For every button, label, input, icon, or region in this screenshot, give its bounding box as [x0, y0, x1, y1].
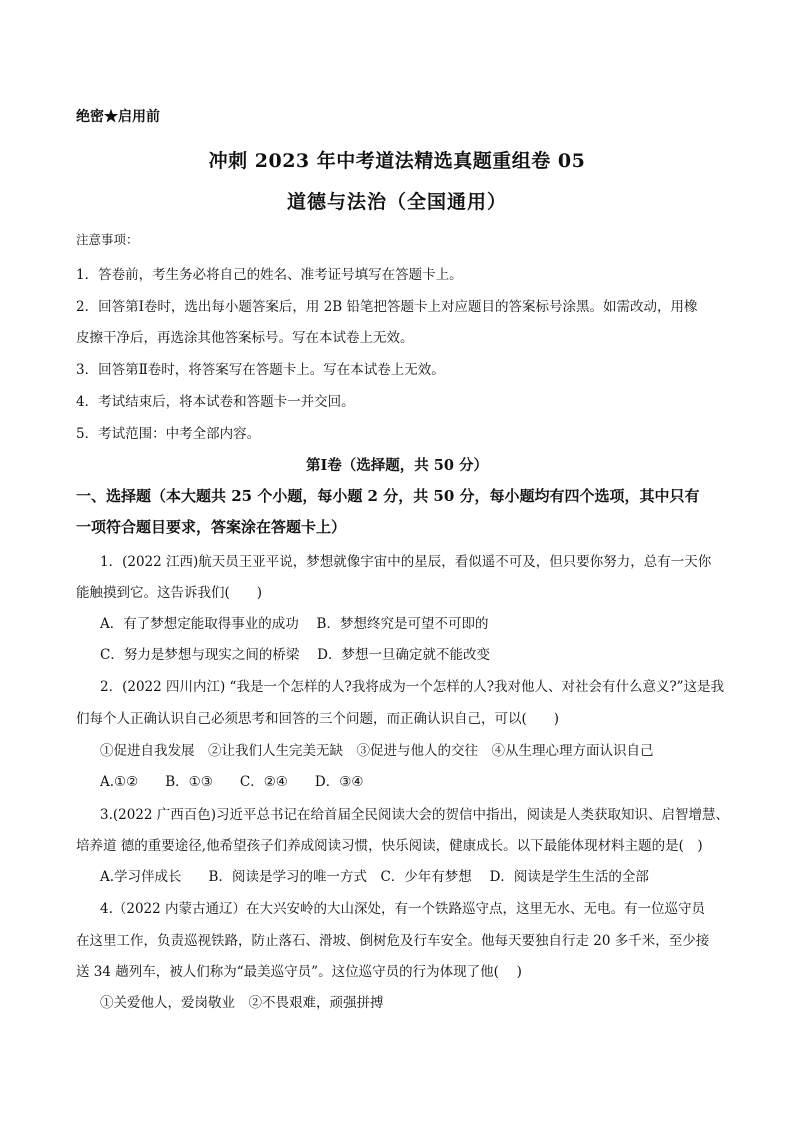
question-stem: 在这里工作，负责巡视铁路，防止落石、滑坡、倒树危及行车安全。他每天要独自行走 20 多千米，至少接	[76, 933, 710, 949]
notice-heading: 注意事项：	[76, 232, 139, 247]
question-stem: 4.（2022 内蒙古通辽）在大兴安岭的大山深处，有一个铁路巡守点，这里无水、无电。有一位巡守员	[100, 901, 706, 917]
question-stem: 1．(2022 江西)航天员王亚平说，梦想就像宇宙中的星辰，看似遥不可及，但只要你努力，总有一天你	[100, 554, 712, 570]
section-instruction: 一、选择题（本大题共 25 个小题，每小题 2 分，共 50 分，每小题均有四个选项，其中只有	[76, 487, 700, 505]
secret-label: 绝密★启用前	[76, 109, 160, 125]
notice-item: 5．考试范围：中考全部内容。	[76, 426, 261, 442]
notice-item: 皮擦干净后，再选涂其他答案标号。写在本试卷上无效。	[76, 330, 414, 346]
exam-title: 冲刺 2023 年中考道法精选真题重组卷 05	[208, 150, 586, 172]
notice-item: 4．考试结束后，将本试卷和答题卡一并交回。	[76, 394, 355, 410]
section-instruction: 一项符合题目要求，答案涂在答题卡上）	[76, 518, 347, 536]
notice-item: 1．答卷前，考生务必将自己的姓名、准考证号填写在答题卡上。	[76, 267, 463, 283]
question-option: A.①② B．①③ C．②④ D．③④	[100, 774, 364, 790]
question-stem: 2．(2022 四川内江) “我是一个怎样的人?我将成为一个怎样的人?我对他人、对社会有什么意义?”这是我	[100, 679, 725, 695]
notice-item: 2．回答第Ⅰ卷时，选出每小题答案后，用 2B 铅笔把答题卡上对应题目的答案标号涂黑。如需改动，用橡	[76, 299, 698, 315]
question-stem: 们每个人正确认识自己必须思考和回答的三个问题，而正确认识自己，可以( )	[76, 711, 560, 727]
notice-item: 3．回答第Ⅱ卷时，将答案写在答题卡上。写在本试卷上无效。	[76, 362, 445, 378]
question-option: A.学习伴成长 B．阅读是学习的唯一方式 C．少年有梦想 D．阅读是学生生活的全部	[100, 869, 649, 885]
question-stem: 送 34 趟列车，被人们称为“最美巡守员”。这位巡守员的行为体现了他( )	[76, 964, 522, 980]
question-option: C．努力是梦想与现实之间的桥梁 D．梦想一旦确定就不能改变	[100, 647, 490, 663]
question-option: ①关爱他人，爱岗敬业 ②不畏艰难，顽强拼搏	[100, 995, 384, 1011]
question-stem: 3.(2022 广西百色)习近平总书记在给首届全民阅读大会的贺信中指出，阅读是人类获取知识、启智增慧、	[100, 807, 730, 823]
question-stem: 培养道 德的重要途径,他希望孩子们养成阅读习惯，快乐阅读，健康成长。以下最能体现材料主题的是( )	[76, 838, 703, 854]
question-option: A．有了梦想定能取得事业的成功 B．梦想终究是可望不可即的	[100, 616, 489, 632]
question-option: ①促进自我发展 ②让我们人生完美无缺 ③促进与他人的交往 ④从生理心理方面认识自己	[100, 743, 654, 759]
section-title: 第Ⅰ卷（选择题，共 50 分）	[305, 457, 489, 474]
question-stem: 能触摸到它。这告诉我们( )	[76, 585, 263, 601]
exam-subtitle: 道德与法治（全国通用）	[286, 191, 507, 213]
